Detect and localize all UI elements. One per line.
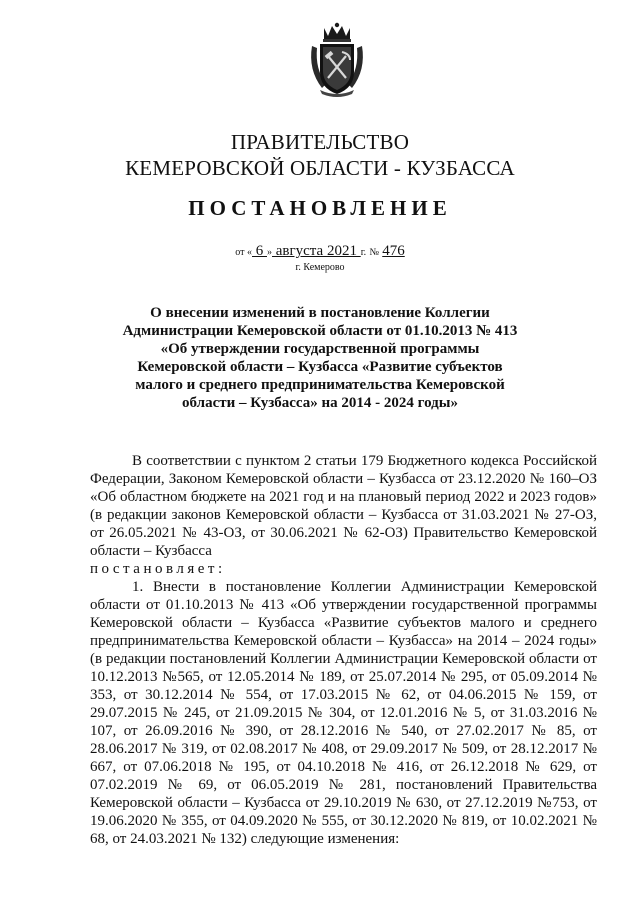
date-day: 6 bbox=[252, 243, 267, 259]
date-year-suffix: г. bbox=[360, 247, 367, 258]
date-prefix: от « bbox=[235, 247, 252, 258]
date-month-year: августа 2021 bbox=[272, 243, 361, 259]
document-subject: О внесении изменений в постановление Коллегии Администрации Кемеровской области от 01.10.2013 № 413 «Об утверждении государственной программы Кемеровской области – Кузбасса «Развитие субъектов малого и среднего предпринимательства Кемеровской области – Кузбасса» на 2014 - 2024 годы» bbox=[122, 305, 518, 411]
number-sign: № bbox=[369, 247, 379, 258]
decree-word: постановляет: bbox=[90, 561, 226, 577]
government-title-line1: ПРАВИТЕЛЬСТВО bbox=[230, 130, 410, 154]
document-type-title: ПОСТАНОВЛЕНИЕ bbox=[188, 196, 452, 220]
document-number: 476 bbox=[382, 243, 405, 259]
paragraph-preamble bbox=[90, 452, 597, 578]
city-label: г. Кемерово bbox=[295, 262, 345, 273]
preamble-text: В соответствии с пунктом 2 статьи 179 Бюджетного кодекса Российской Федерации, Законом Кемеровской области – Кузбасса от 23.12.2020 № 160–ОЗ «Об областном бюджете на 2021 год и на плановый период 2022 и 2023 годов» (в редакции законов Кемеровской области – Кузбасса от 31.03.2021 № 27-ОЗ, от 26.05.2021 № 43-ОЗ, от 30.06.2021 № 62-ОЗ) Правительство Кемеровской области – Кузбасса bbox=[90, 453, 597, 559]
paragraph-item-1 bbox=[90, 578, 597, 848]
date-close-quote: » bbox=[267, 247, 272, 258]
item-1-text: 1. Внести в постановление Коллегии Администрации Кемеровской области от 01.10.2013 № 413 «Об утверждении государственной программы Кемеровской области – Кузбасса «Развитие субъектов малого и среднего предпринимательства Кемеровской области – Кузбасса» на 2014 – 2024 годы» (в редакции постановлений Коллегии Администрации Кемеровской области от 10.12.2013 №565, от 12.05.2014 № 189, от 25.07.2014 № 295, от 05.09.2014 № 353, от 30.12.2014 № 554, от 17.03.2015 № 62, от 04.06.2015 № 159, от 29.07.2015 № 245, от 21.09.2015 № 304, от 12.01.2016 № 5, от 31.03.2016 № 107, от 26.09.2016 № 390, от 28.12.2016 № 540, от 27.02.2017 № 85, от 28.06.2017 № 319, от 02.08.2017 № 408, от 29.09.2017 № 509, от 28.12.2017 № 667, от 07.06.2018 № 195, от 04.10.2018 № 416, от 26.12.2018 № 629, от 07.02.2019 № 69, от 06.05.2019 № 281, постановлений Правительства Кемеровской области – Кузбасса от 29.10.2019 № 630, от 27.12.2019 №753, от 19.06.2020 № 355, от 04.09.2020 № 555, от 30.12.2020 № 819, от 10.02.2021 № 68, от 24.03.2021 № 132) следующие изменения: bbox=[90, 579, 597, 847]
date-line bbox=[0, 243, 640, 260]
coat-of-arms-emblem bbox=[306, 22, 368, 98]
government-title-line2: КЕМЕРОВСКОЙ ОБЛАСТИ - КУЗБАССА bbox=[125, 156, 515, 180]
